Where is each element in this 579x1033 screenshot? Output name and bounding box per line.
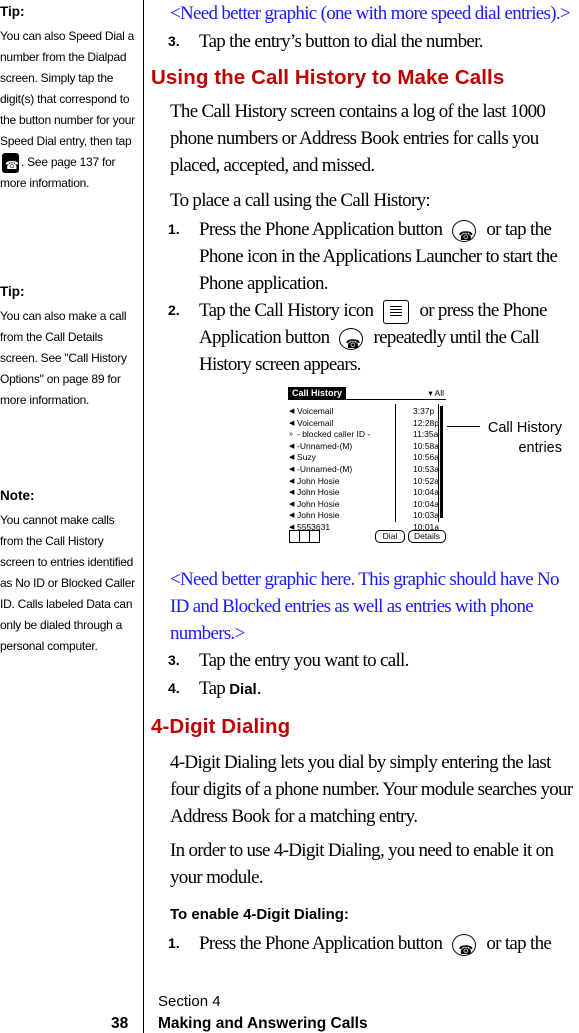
section-heading-call-history: Using the Call History to Make Calls [151, 66, 505, 89]
list-item[interactable]: ◀ Voicemail 3:37p [289, 406, 435, 416]
incoming-icon: ◀ [289, 454, 295, 462]
view-history-icon[interactable] [309, 530, 320, 543]
margin-rule [143, 0, 144, 1033]
call-history-screenshot [288, 387, 446, 546]
footer-section: Section 4 [158, 993, 221, 1010]
section-paragraph: 4-Digit Dialing lets you dial by simply entering the last four digits of a phone number. Your module searches your Address Book for a matching entry. [170, 752, 573, 827]
callout-leader-line [447, 426, 480, 427]
step-1: 1. Press the Phone Application button ☎ or tap the Phone icon in the Applications Launcher to start the Phone application. [170, 216, 579, 297]
sidebar-tip-call-details [0, 284, 135, 411]
incoming-icon: ◀ [289, 500, 295, 508]
blocked-icon: » [289, 431, 293, 439]
title-rule [288, 399, 446, 400]
section-intro: The Call History screen contains a log of the last 1000 phone numbers or Address Book entries for calls you placed, accepted, and missed. [170, 101, 546, 176]
phone-key-icon [2, 153, 19, 173]
phone-application-button-icon [452, 934, 476, 956]
dial-button[interactable]: Dial [375, 530, 405, 543]
call-history-list [289, 406, 439, 534]
details-button[interactable]: Details [408, 530, 446, 543]
section-paragraph: In order to use 4-Digit Dialing, you need to enable it on your module. [170, 840, 554, 888]
procedure-heading: To enable 4-Digit Dialing: [170, 906, 349, 923]
step-1: 1. Press the Phone Application button ☎ or tap the [170, 930, 579, 957]
editor-note: <Need better graphic here. This graphic should have No ID and Blocked entries as well as entries with phone numbers.> [170, 569, 559, 644]
filter-dropdown[interactable]: ▾ All [428, 388, 444, 398]
callout-label: Call History entries [487, 420, 562, 456]
step-2: 2. Tap the Call History icon or press the Phone Application button ☎ repeatedly until the Call History screen appears. [170, 297, 579, 378]
incoming-icon: ◀ [289, 489, 295, 497]
incoming-icon: ◀ [289, 465, 295, 473]
editor-note: <Need better graphic (one with more speed dial entries).> [170, 3, 570, 24]
note-body: You cannot make calls from the Call History screen to entries identified as No ID or Blocked Caller ID. Calls labeled Data can only be dialed through a personal computer. [0, 513, 135, 653]
incoming-icon: ◀ [289, 512, 295, 520]
step-3: 3. Tap the entry you want to call. [168, 650, 409, 671]
sidebar-note [0, 488, 135, 657]
incoming-icon: ◀ [289, 442, 295, 450]
list-item[interactable]: ◀ 5553631 10:01a [289, 521, 439, 532]
footer-title: Making and Answering Calls [158, 1015, 368, 1032]
list-item[interactable]: ◀ John Hosie 10:04a [289, 498, 439, 509]
list-item[interactable]: ◀ John Hosie 10:52a [289, 475, 439, 486]
call-history-icon [383, 300, 409, 324]
step-3-top: 3. Tap the entry’s button to dial the number. [168, 31, 483, 52]
list-item[interactable]: ◀ -Unnamed-(M) 10:53a [289, 463, 439, 474]
list-item[interactable]: ◀ John Hosie 10:03a [289, 510, 439, 521]
list-item[interactable]: ◀ Suzy 10:56a [289, 452, 439, 463]
tip-heading: Tip: [0, 4, 25, 19]
screen-title: Call History [288, 387, 346, 399]
step-4: 4. Tap Dial. [168, 678, 261, 699]
tip-heading: Tip: [0, 284, 25, 299]
incoming-icon: ◀ [289, 408, 295, 415]
phone-application-button-icon [339, 328, 363, 350]
screen-bottom-bar [288, 530, 446, 544]
outgoing-icon: ◀ [289, 523, 295, 531]
list-item[interactable]: » - blocked caller ID - 11:35a [289, 429, 439, 440]
incoming-icon: ◀ [289, 477, 295, 485]
list-item[interactable]: ◀ -Unnamed-(M) 10:58a [289, 440, 439, 451]
note-heading: Note: [0, 488, 35, 503]
list-item[interactable]: ◀ John Hosie 10:04a [289, 487, 439, 498]
chevron-down-icon: ▾ [428, 388, 433, 398]
sidebar-tip-speed-dial [0, 4, 135, 194]
list-item[interactable]: ◀ Voicemail 12:28p [289, 417, 439, 428]
phone-application-button-icon [452, 220, 476, 242]
incoming-icon: ◀ [289, 419, 295, 427]
page-number: 38 [111, 1015, 129, 1032]
section-lead: To place a call using the Call History: [170, 190, 430, 211]
tip-body: You can also make a call from the Call Details screen. See "Call History Options" on page 89 for more information. [0, 309, 127, 407]
section-heading-4-digit: 4-Digit Dialing [151, 715, 291, 738]
tip-body: You can also Speed Dial a number from the Dialpad screen. Simply tap the digit(s) that correspond to the button number for your Speed Dial entry, then tap ☎. See page 137 for more information. [0, 26, 135, 194]
